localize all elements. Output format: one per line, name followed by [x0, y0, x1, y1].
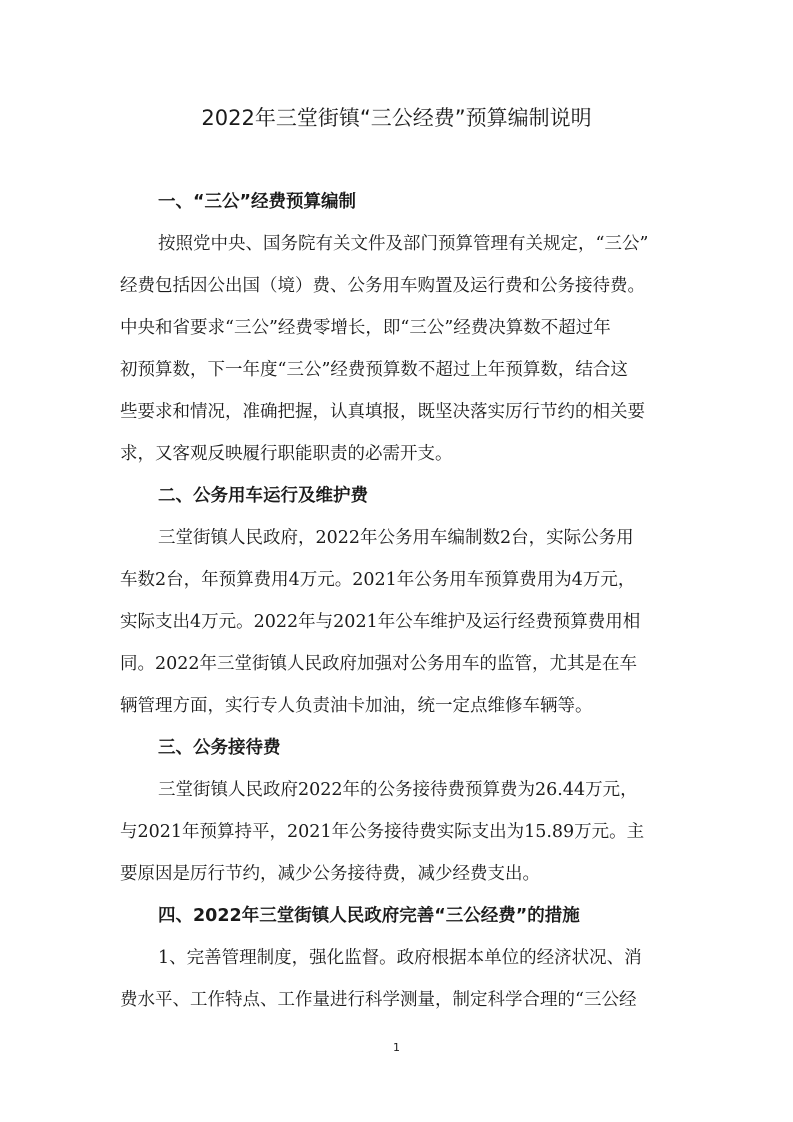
section-paragraph-3 — [120, 769, 686, 895]
document-title: 2022年三堂街镇“三公经费”预算编制说明 — [201, 106, 592, 130]
paragraph-line: 要原因是厉行节约，减少公务接待费，减少经费支出。 — [120, 864, 540, 884]
section-heading-3: 三、公务接待费 — [158, 738, 281, 758]
paragraph-line: 求，又客观反映履行职能职责的必需开支。 — [120, 444, 453, 464]
paragraph-line: 与2021年预算持平，2021年公务接待费实际支出为15.89万元。主 — [120, 822, 645, 842]
paragraph-line: 1、完善管理制度，强化监督。政府根据本单位的经济状况、消 — [158, 948, 642, 968]
section-heading-2: 二、公务用车运行及维护费 — [158, 486, 368, 506]
paragraph-line: 些要求和情况，准确把握，认真填报，既坚决落实厉行节约的相关要 — [120, 402, 645, 422]
section-heading-4: 四、2022年三堂街镇人民政府完善“三公经费”的措施 — [158, 906, 580, 926]
paragraph-line: 初预算数，下一年度“三公”经费预算数不超过上年预算数，结合这 — [120, 360, 628, 380]
section-paragraph-2 — [120, 517, 686, 727]
paragraph-line: 辆管理方面，实行专人负责油卡加油，统一定点维修车辆等。 — [120, 696, 593, 716]
paragraph-line: 实际支出4万元。2022年与2021年公车维护及运行经费预算费用相 — [120, 612, 641, 632]
paragraph-line: 车数2台，年预算费用4万元。2021年公务用车预算费用为4万元， — [120, 570, 636, 590]
paragraph-line: 费水平、工作特点、工作量进行科学测量，制定科学合理的“三公经 — [120, 990, 637, 1010]
section-heading-1: 一、“三公”经费预算编制 — [158, 192, 357, 212]
section-paragraph-1 — [120, 223, 686, 475]
paragraph-line: 经费包括因公出国（境）费、公务用车购置及运行费和公务接待费。 — [120, 276, 645, 296]
paragraph-line: 中央和省要求“三公”经费零增长，即“三公”经费决算数不超过年 — [120, 318, 611, 338]
document-body — [120, 181, 686, 1021]
paragraph-line: 三堂街镇人民政府，2022年公务用车编制数2台，实际公务用 — [158, 528, 634, 548]
paragraph-line: 三堂街镇人民政府2022年的公务接待费预算费为26.44万元， — [158, 780, 638, 800]
paragraph-line: 同。2022年三堂街镇人民政府加强对公务用车的监管，尤其是在车 — [120, 654, 638, 674]
page-number: 1 — [393, 1041, 400, 1054]
section-paragraph-4 — [120, 937, 686, 1021]
paragraph-line: 按照党中央、国务院有关文件及部门预算管理有关规定，“三公” — [158, 234, 649, 254]
